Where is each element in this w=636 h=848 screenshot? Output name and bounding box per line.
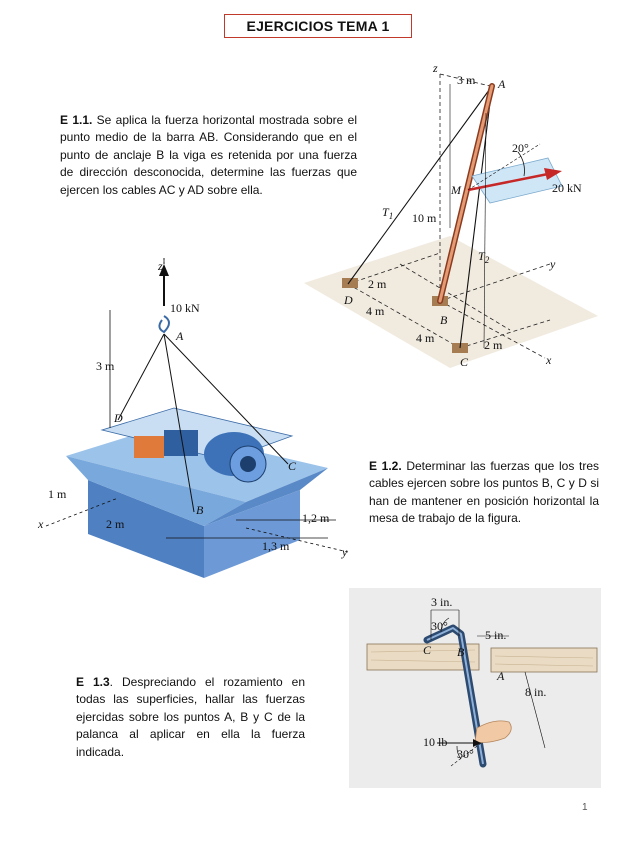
exercise-1-statement: Se aplica la fuerza horizontal mostrada sobre el punto medio de la barra AB. Considerando que en el punto de anclaje B la viga es retenida por una fuerza de dirección desconocida, determine las fuerzas que ejercen los cables AC y AD sobre ella. — [60, 113, 357, 197]
fig3-point-b: B — [457, 645, 465, 659]
page-number: 1 — [582, 802, 588, 813]
exercise-2-figure — [36, 258, 358, 580]
fig2-axis-z: z — [158, 259, 163, 273]
fig2-dim-1m: 1 m — [48, 487, 67, 501]
exercise-3-label: E 1.3 — [76, 675, 110, 689]
fig3-angle-top: 30° — [431, 619, 448, 633]
fig2-axis-y: y — [342, 545, 348, 559]
fig1-axis-z: z — [433, 61, 438, 75]
fig1-point-a: A — [498, 77, 506, 91]
fig2-force: 10 kN — [170, 301, 200, 315]
fig1-dim-2m-b: 2 m — [484, 338, 503, 352]
fig2-dim-2m: 2 m — [106, 517, 125, 531]
fig3-point-a: A — [497, 669, 505, 683]
fig2-point-a: A — [176, 329, 184, 343]
fig3-dim-5in: 5 in. — [485, 628, 507, 642]
fig1-force: 20 kN — [552, 181, 582, 195]
exercise-1-label: E 1.1. — [60, 113, 93, 127]
exercise-3-text — [76, 674, 305, 761]
exercise-2-text — [369, 458, 599, 528]
exercise-3-statement: . Despreciando el rozamiento en todas las superficies, hallar las fuerzas ejercidas sobre los puntos A, B y C de la palanca al aplicar en ella la fuerza indicada. — [76, 675, 305, 759]
fig3-point-c: C — [423, 643, 432, 657]
exercise-3-figure — [349, 588, 601, 788]
fig2-dim-3m: 3 m — [96, 359, 115, 373]
page-title: EJERCICIOS TEMA 1 — [224, 14, 412, 38]
fig1-angle: 20° — [512, 141, 529, 155]
fig1-t2: $T_2$ — [478, 249, 490, 265]
fig1-dim-4m-b: 4 m — [416, 331, 435, 345]
fig1-dim-2m-a: 2 m — [368, 277, 387, 291]
fig1-dim-3m: 3 m — [457, 73, 476, 87]
fig1-dim-4m-a: 4 m — [366, 304, 385, 318]
fig1-point-c: C — [460, 355, 469, 369]
fig3-dim-8in: 8 in. — [525, 685, 547, 699]
fig1-point-d: D — [344, 293, 353, 307]
fig3-angle-bottom: 30° — [457, 747, 474, 761]
fig2-dim-12m: 1,2 m — [302, 511, 330, 525]
fig2-point-d: D — [114, 411, 123, 425]
fig1-axis-x: x — [546, 353, 552, 367]
fig1-point-m: M — [451, 183, 461, 197]
fig2-point-c: C — [288, 459, 297, 473]
exercise-2-statement: Determinar las fuerzas que los tres cables ejercen sobre los puntos B, C y D si han de mantener en posición horizontal la mesa de trabajo de la figura. — [369, 459, 599, 526]
fig1-dim-10m: 10 m — [412, 211, 437, 225]
exercise-2-label: E 1.2. — [369, 459, 402, 473]
fig2-point-b: B — [196, 503, 204, 517]
fig2-axis-x: x — [38, 517, 44, 531]
fig1-t1: $T_1$ — [382, 205, 394, 221]
fig3-force: 10 lb — [423, 735, 448, 749]
fig1-point-b: B — [440, 313, 448, 327]
fig1-axis-y: y — [550, 257, 556, 271]
fig2-dim-13m: 1,3 m — [262, 539, 290, 553]
fig3-dim-3in: 3 in. — [431, 595, 453, 609]
